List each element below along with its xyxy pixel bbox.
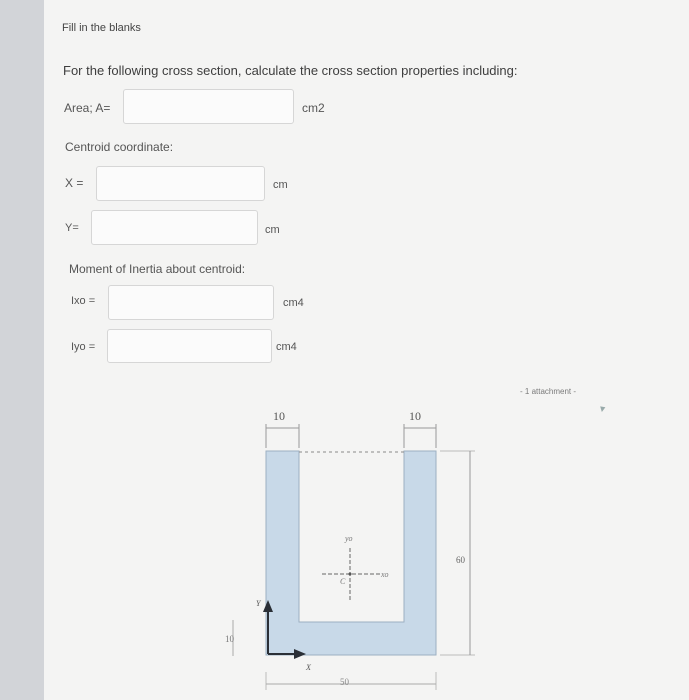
dim-height: 60 [456, 555, 465, 565]
axis-y-label: Y [256, 599, 261, 608]
iyo-label: Iyo = [71, 341, 96, 353]
moment-heading: Moment of Inertia about centroid: [69, 262, 246, 276]
dim-right-flange: 10 [409, 409, 421, 423]
attachment-chevron-icon[interactable]: ▼ [597, 403, 608, 415]
area-unit: cm2 [302, 101, 325, 115]
centroid-label: C [340, 577, 346, 586]
y-label: Y= [65, 222, 79, 234]
question-instruction: For the following cross section, calculate the cross section properties including: [63, 63, 518, 78]
attachment-label: 1 attachment [524, 387, 572, 396]
yo-label: yo [345, 534, 353, 543]
u-section-shape [266, 451, 436, 655]
dim-bottom-thickness: 10 [225, 634, 234, 644]
iyo-unit: cm4 [276, 341, 297, 353]
question-title: Fill in the blanks [62, 22, 141, 34]
y-unit: cm [265, 224, 280, 236]
centroid-heading: Centroid coordinate: [65, 140, 174, 154]
area-label: Area; A= [64, 101, 111, 115]
dim-width: 50 [340, 677, 349, 687]
x-unit: cm [273, 179, 288, 191]
axis-x-label: X [306, 663, 311, 672]
dim-left-flange: 10 [273, 409, 285, 423]
x-label: X = [65, 176, 84, 190]
attachment-link[interactable]: - 1 attachment - [520, 387, 577, 396]
ixo-unit: cm4 [283, 297, 304, 309]
xo-label: xo [381, 570, 389, 579]
ixo-label: Ixo = [71, 295, 96, 307]
